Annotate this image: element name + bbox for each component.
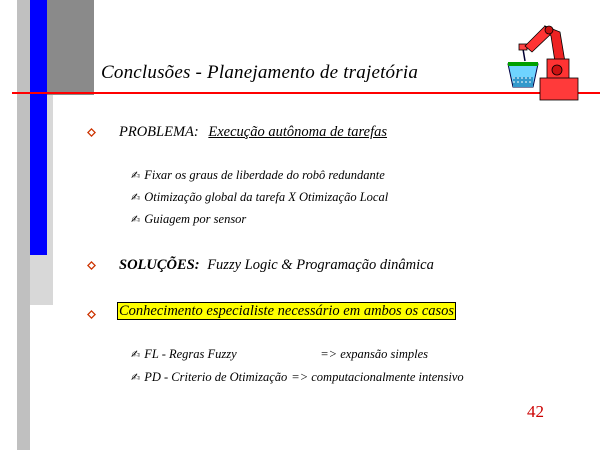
check-arrow-icon: ✍ [131,213,141,226]
slide-title: Conclusões - Planejamento de trajetória [101,62,419,83]
check-arrow-icon: ✍ [131,191,141,204]
knowledge-line [117,303,456,320]
knowledge-item: ✍ FL - Regras Fuzzy => expansão simples [131,347,429,361]
problem-line [119,124,387,141]
knowledge-text: Conhecimento especialiste necessário em ambos os casos [119,303,455,319]
check-arrow-icon: ✍ [131,348,141,361]
knowledge-item: ✍ PD - Criterio de Otimização => computacionalmente intensivo [131,370,464,384]
check-arrow-icon: ✍ [131,169,141,182]
page-number: 42 [527,402,544,421]
top-gray-block [47,0,94,95]
diamond-bullet-icon [87,261,96,270]
check-arrow-icon: ✍ [131,371,141,384]
solutions-text: Fuzzy Logic & Programação dinâmica [207,257,434,273]
problem-text: Execução autônoma de tarefas [208,124,388,140]
blue-stripe [30,0,47,255]
left-gray-stripe [17,0,30,450]
problem-label: PROBLEMA: [119,124,199,140]
diamond-bullet-icon [87,128,96,137]
diamond-bullet-icon [87,310,96,319]
solutions-line [119,257,434,274]
problem-item: ✍ Guiagem por sensor [131,212,247,226]
problem-item: ✍ Fixar os graus de liberdade do robô redundante [131,168,385,182]
robot-arm-icon [505,14,580,104]
solutions-label: SOLUÇÕES: [119,257,200,273]
problem-item: ✍ Otimização global da tarefa X Otimização Local [131,190,389,204]
